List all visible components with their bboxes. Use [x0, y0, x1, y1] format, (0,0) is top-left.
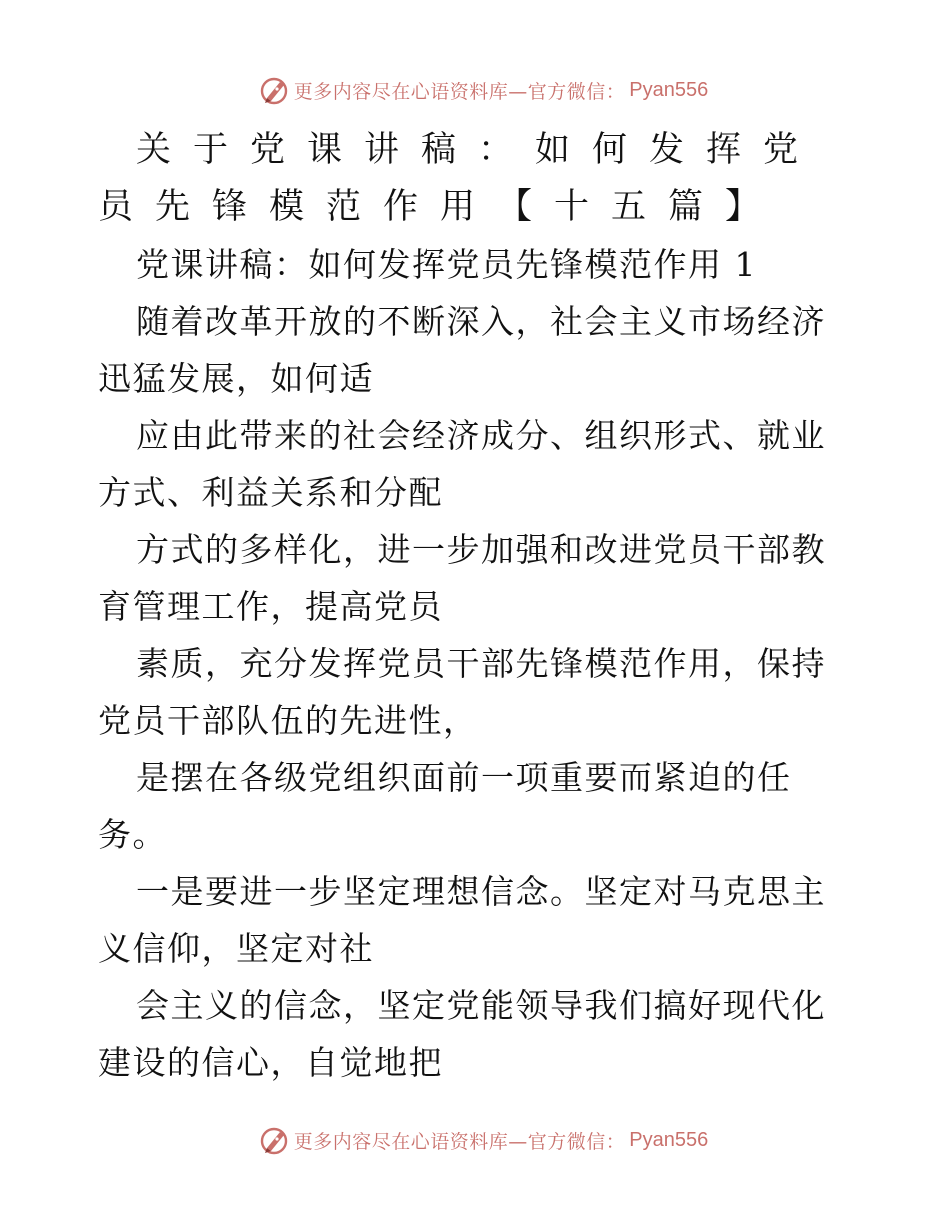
paragraph: 随着改革开放的不断深入，社会主义市场经济迅猛发展，如何适 — [98, 302, 826, 398]
paragraph: 是摆在各级党组织面前一项重要而紧迫的任务。 — [98, 758, 792, 854]
pen-logo-icon — [258, 74, 290, 106]
document-body — [98, 122, 854, 1091]
paragraph: 会主义的信念，坚定党能领导我们搞好现代化建设的信心，自觉地把 — [98, 986, 826, 1082]
watermark-text: 更多内容尽在心语资料库—官方微信： — [293, 80, 626, 103]
paragraph: 一是要进一步坚定理想信念。坚定对马克思主义信仰，坚定对社 — [98, 872, 826, 968]
pen-logo-icon — [258, 1124, 290, 1156]
document-title: 关于党课讲稿：如何发挥党员先锋模范作用【十五篇】 — [98, 130, 821, 227]
footer-watermark — [0, 1120, 950, 1160]
watermark-id: Pyan556 — [629, 1128, 709, 1151]
paragraph: 方式的多样化，进一步加强和改进党员干部教育管理工作，提高党员 — [98, 530, 826, 626]
watermark-id: Pyan556 — [629, 78, 709, 101]
paragraph: 素质，充分发挥党员干部先锋模范作用，保持党员干部队伍的先进性， — [98, 644, 826, 740]
paragraph: 应由此带来的社会经济成分、组织形式、就业方式、利益关系和分配 — [98, 416, 826, 512]
watermark-text: 更多内容尽在心语资料库—官方微信： — [293, 1130, 626, 1153]
header-watermark — [0, 70, 950, 110]
paragraph: 党课讲稿：如何发挥党员先锋模范作用 1 — [136, 245, 757, 284]
